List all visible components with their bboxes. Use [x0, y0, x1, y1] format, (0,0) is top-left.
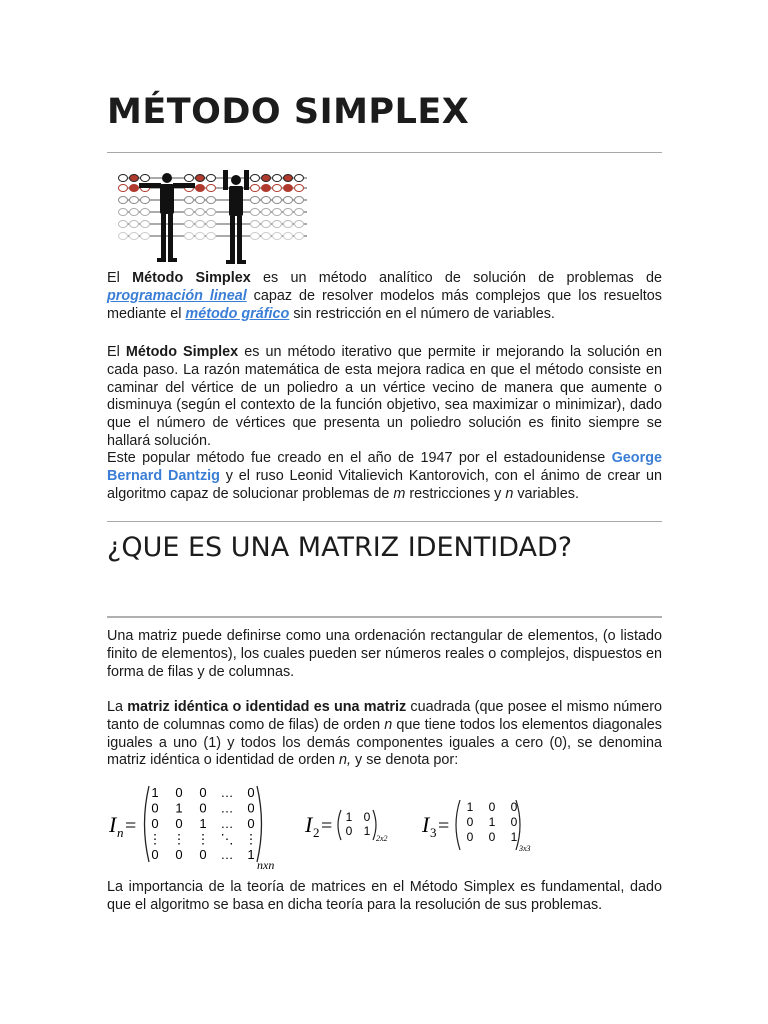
matrix-cell: 0 [175, 785, 183, 800]
abacus-bead [141, 221, 150, 228]
abacus-bead [130, 185, 139, 192]
matrix-cell: ⋮ [244, 831, 258, 847]
abacus-bead [262, 185, 271, 192]
matrix-cell: ⋮ [196, 831, 210, 847]
abacus-bead [141, 209, 150, 216]
abacus-bead [251, 175, 260, 182]
abacus-bead [196, 209, 205, 216]
abacus-bead [185, 221, 194, 228]
identity-matrix-3 [420, 782, 550, 872]
matrix-cell: … [220, 816, 234, 831]
history-paragraph: Este popular método fue creado en el año de 1947 por el estadounidense George Bernard Dantzig y el ruso Leonid Vitalievich Kantorovich, con el ánimo de crear un algoritmo capaz de solucionar problemas de m restricciones y n variables. [107, 450, 662, 502]
abacus-bead [141, 233, 150, 240]
abacus-bead [295, 221, 304, 228]
iterative-paragraph: El Método Simplex es un método iterativo que permite ir mejorando la solución en cada paso. La razón matemática de esta mejora radica en que el método consiste en caminar del vértice de un poliedro a un vértice vecino de manera que aumente o disminuya (según el contexto de la función objetivo, sea maximizar o minimizar), dado que el número de vértices que presenta un poliedro solución es finito siempre se hallará solución. [107, 344, 663, 449]
abacus-bead [207, 175, 216, 182]
matrix-cell: ⋮ [172, 831, 186, 847]
abacus-bead [196, 221, 205, 228]
matrix-cell: 1 [363, 824, 371, 838]
abacus-bead [130, 233, 139, 240]
abacus-bead [207, 233, 216, 240]
section-title-divider [107, 616, 662, 618]
matrix-3-order: 3x3 [519, 844, 531, 853]
abacus-bead [185, 197, 194, 204]
matrix-2-symbol: I [305, 812, 313, 837]
abacus-bead [295, 197, 304, 204]
matrix-cell: 1 [199, 816, 207, 831]
abacus-bead [273, 233, 282, 240]
matrix-cell: 0 [151, 847, 159, 862]
abacus-bead [185, 175, 194, 182]
abacus-bead [295, 233, 304, 240]
abacus-bead [262, 175, 271, 182]
abacus-bead [273, 221, 282, 228]
abacus-bead [284, 197, 293, 204]
matrix-cell: 0 [510, 815, 518, 829]
intro-paragraph: El Método Simplex es un método analítico de solución de problemas de programación lineal capaz de resolver modelos más complejos que los resueltos mediante el método gráfico sin restricción en el número de variables. [107, 270, 663, 322]
identity-matrix-2 [303, 782, 403, 872]
abacus-bead [284, 175, 293, 182]
matrix-3-symbol: I [422, 812, 430, 837]
abacus-bead [284, 233, 293, 240]
abacus-bead [130, 221, 139, 228]
matrix-n-order: nxn [257, 858, 275, 872]
abacus-bead [130, 209, 139, 216]
matrix-cell: 1 [175, 800, 183, 816]
matrix-n-subscript: n [117, 825, 124, 840]
abacus-bead [251, 221, 260, 228]
abacus-bead [284, 185, 293, 192]
abacus-bead [119, 197, 128, 204]
matrix-n-symbol: I [109, 812, 117, 837]
matrix-n-right-paren [257, 786, 262, 862]
abacus-bead [295, 185, 304, 192]
abacus-bead [284, 221, 293, 228]
matrix-cell: 0 [199, 785, 207, 800]
section-divider [107, 521, 662, 522]
abacus-bead [196, 197, 205, 204]
matrix-cell: … [220, 785, 234, 800]
matrix-cell: 0 [175, 847, 183, 862]
matrix-cell: 0 [345, 824, 353, 838]
abacus-bead [273, 209, 282, 216]
abacus-bead [130, 175, 139, 182]
identity-matrix-paragraph: La matriz idéntica o identidad es una matriz cuadrada (que posee el mismo número tanto de columnas como de filas) de orden n que tiene todos los elementos diagonales iguales a uno (1) y todos los demás componentes iguales a cero (0), se denomina matriz idéntica o identidad de orden n, y se denota por: [107, 699, 662, 769]
abacus-bead [185, 233, 194, 240]
matrix-cell: 0 [151, 800, 159, 816]
matrix-cell: 0 [151, 816, 159, 831]
abacus-bead [119, 233, 128, 240]
abacus-bead [119, 209, 128, 216]
matrix-cell: 0 [363, 810, 371, 824]
abacus-bead [273, 185, 282, 192]
programacion-lineal-link[interactable]: programación lineal [107, 287, 247, 304]
matrix-cell: 0 [247, 816, 255, 831]
abacus-bead [207, 185, 216, 192]
title-divider [107, 152, 662, 153]
matrix-cell: 1 [488, 815, 496, 829]
abacus-bead [262, 197, 271, 204]
matrix-cell: 1 [247, 847, 255, 862]
matrix-cell: 0 [247, 785, 255, 800]
abacus-bead [141, 197, 150, 204]
abacus-bead [119, 175, 128, 182]
matrix-cell: 1 [151, 785, 159, 800]
matrix-cell: 0 [199, 847, 207, 862]
matrix-cell: 0 [488, 800, 496, 814]
matrix-cell: 0 [247, 800, 255, 816]
metodo-grafico-link[interactable]: método gráfico [185, 305, 290, 322]
abacus-bead [284, 209, 293, 216]
abacus-bead [119, 221, 128, 228]
importance-paragraph: La importancia de la teoría de matrices en el Método Simplex es fundamental, dado que el algoritmo se basa en dicha teoría para la resolución de sus problemas. [107, 879, 662, 913]
matrix-cell: ⋱ [220, 831, 234, 847]
abacus-bead [207, 209, 216, 216]
matrix-cell: … [220, 800, 234, 816]
abacus-bead [251, 209, 260, 216]
matrix-cell: … [220, 847, 234, 862]
matrix-cell: 1 [510, 830, 518, 844]
page-title: MÉTODO SIMPLEX [107, 92, 470, 132]
abacus-bead [295, 209, 304, 216]
abacus-bead [141, 175, 150, 182]
abacus-bead [273, 197, 282, 204]
matrix-3-subscript: 3 [430, 825, 437, 840]
matrix-cell: ⋮ [148, 831, 162, 847]
matrix-cell: 1 [466, 800, 474, 814]
abacus-bead [207, 197, 216, 204]
abacus-bead [273, 175, 282, 182]
matrix-n-equals: = [125, 815, 137, 837]
abacus-bead [251, 197, 260, 204]
abacus-bead [130, 197, 139, 204]
abacus-bead [262, 209, 271, 216]
george-dantzig-link[interactable]: George Bernard Dantzig [107, 450, 662, 484]
matrix-2-order: 2x2 [376, 834, 388, 843]
matrix-2-subscript: 2 [313, 825, 320, 840]
matrix-cell: 0 [510, 800, 518, 814]
identity-matrix-n [107, 782, 277, 872]
abacus-bead [196, 233, 205, 240]
abacus-bead [185, 209, 194, 216]
matrix-cell: 0 [466, 815, 474, 829]
section-title: ¿QUE ES UNA MATRIZ IDENTIDAD? [107, 532, 573, 563]
abacus-bead [262, 221, 271, 228]
abacus-bead [119, 185, 128, 192]
matrix-cell: 0 [488, 830, 496, 844]
matrix-cell: 0 [175, 816, 183, 831]
matrix-3-left-paren [456, 800, 460, 850]
matrix-cell: 1 [345, 810, 353, 824]
matrix-3-equals: = [438, 815, 450, 837]
matrix-2-left-paren [338, 810, 341, 840]
abacus-bead [196, 185, 205, 192]
abacus-bead [207, 221, 216, 228]
matrix-definition-paragraph: Una matriz puede definirse como una ordenación rectangular de elementos, (o listado finito de elementos), los cuales pueden ser números reales o complejos, dispuestos en forma de filas y de columnas. [107, 628, 662, 680]
abacus-bead [251, 233, 260, 240]
matrix-cell: 0 [199, 800, 207, 816]
abacus-bead [251, 185, 260, 192]
abacus-bead [196, 175, 205, 182]
abacus-illustration [115, 168, 311, 270]
matrix-cell: 0 [466, 830, 474, 844]
matrix-n-left-paren [145, 786, 150, 862]
abacus-bead [262, 233, 271, 240]
matrix-2-equals: = [321, 815, 333, 837]
abacus-bead [295, 175, 304, 182]
